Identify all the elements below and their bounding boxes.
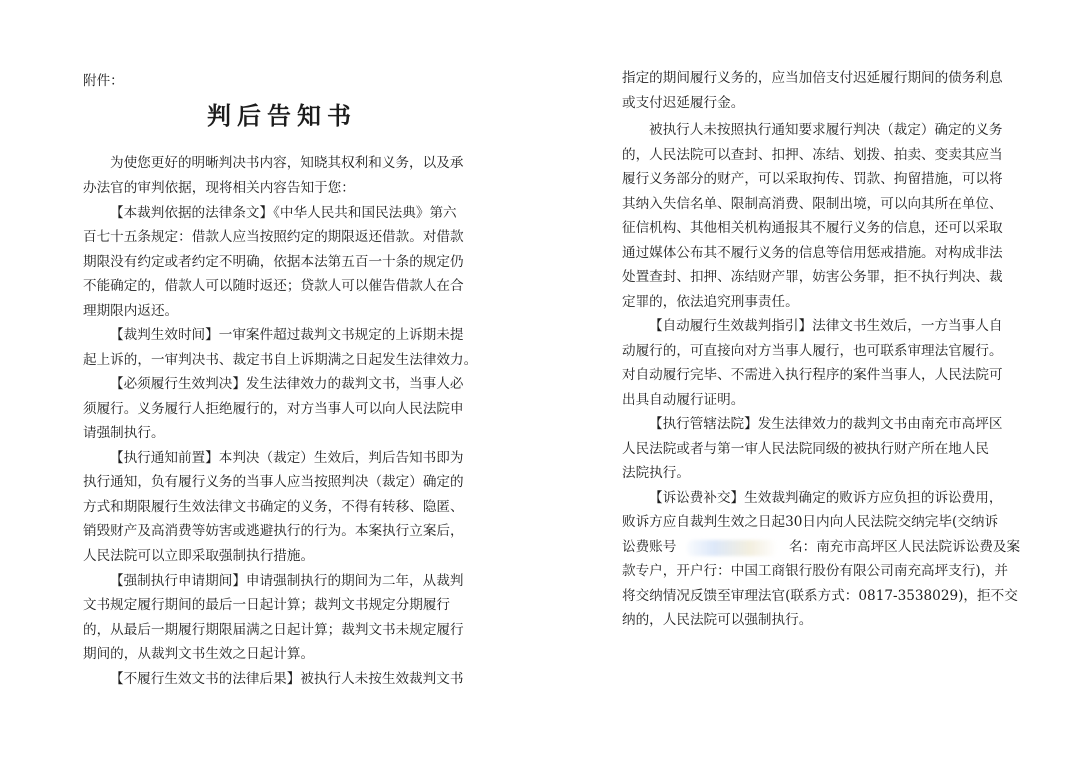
- paragraph-line: 须履行。义务履行人拒绝履行的，对方当事人可以向人民法院申: [83, 401, 464, 417]
- paragraph-line: 败诉方应自裁判生效之日起30日内向人民法院交纳完毕(交纳诉: [622, 514, 999, 530]
- paragraph-line: 执行通知，负有履行义务的当事人应当按照判决（裁定）确定的: [83, 474, 464, 490]
- paragraph-line: 人民法院可以立即采取强制执行措施。: [83, 548, 315, 564]
- paragraph-line: 其纳入失信名单、限制高消费、限制出境，可以向其所在单位、: [622, 196, 1003, 212]
- paragraph-line: 【执行通知前置】本判决（裁定）生效后，判后告知书即为: [110, 450, 464, 466]
- paragraph-line: 【强制执行申请期间】申请强制执行的期间为二年，从裁判: [110, 573, 464, 589]
- paragraph-line: 纳的，人民法院可以强制执行。: [622, 612, 813, 628]
- paragraph-line: 定罪的，依法追究刑事责任。: [622, 294, 799, 310]
- account-line: [622, 535, 1020, 559]
- paragraph-line: 文书规定履行期间的最后一日起计算；裁判文书规定分期履行: [83, 597, 451, 613]
- paragraph-line: 方式和期限履行生效法律文书确定的义务，不得有转移、隐匿、: [83, 499, 464, 515]
- paragraph-line: 【必须履行生效判决】发生法律效力的裁判文书，当事人必: [110, 376, 464, 392]
- paragraph-line: 被执行人未按照执行通知要求履行判决（裁定）确定的义务: [649, 122, 1003, 138]
- paragraph-line: 【裁判生效时间】一审案件超过裁判文书规定的上诉期未提: [110, 327, 464, 343]
- redacted-account-number: [687, 540, 777, 556]
- paragraph-line: 百七十五条规定：借款人应当按照约定的期限返还借款。对借款: [83, 229, 464, 245]
- document-title: 判后告知书: [207, 101, 357, 130]
- paragraph-line: 理期限内返还。: [83, 303, 179, 319]
- paragraph-line: 履行义务部分的财产，可以采取拘传、罚款、拘留措施，可以将: [622, 171, 1003, 187]
- paragraph-line: 期间的，从裁判文书生效之日起计算。: [83, 646, 315, 662]
- paragraph-line: 的，从最后一期履行期限届满之日起计算；裁判文书未规定履行: [83, 622, 464, 638]
- paragraph-line: 动履行的，可直接向对方当事人履行，也可联系审理法官履行。: [622, 343, 1003, 359]
- paragraph-line: 为使您更好的明晰判决书内容，知晓其权利和义务，以及承: [110, 155, 464, 171]
- paragraph-line: 【本裁判依据的法律条文】《中华人民共和国民法典》第六: [110, 205, 457, 221]
- paragraph-line: 【执行管辖法院】发生法律效力的裁判文书由南充市高坪区: [649, 416, 1003, 432]
- paragraph-line: 对自动履行完毕、不需进入执行程序的案件当事人，人民法院可: [622, 367, 1003, 383]
- paragraph-line: 的，人民法院可以查封、扣押、冻结、划拨、拍卖、变卖其应当: [622, 147, 1003, 163]
- paragraph-line: 【诉讼费补交】生效裁判确定的败诉方应负担的诉讼费用，: [649, 490, 1003, 506]
- account-name: 名：南充市高坪区人民法院诉讼费及案: [789, 539, 1021, 555]
- paragraph-line: 或支付迟延履行金。: [622, 95, 745, 111]
- paragraph-line: 办法官的审判依据，现将相关内容告知于您：: [83, 180, 355, 196]
- paragraph-line: 通过媒体公布其不履行义务的信息等信用惩戒措施。对构成非法: [622, 245, 1003, 261]
- paragraph-line: 出具自动履行证明。: [622, 392, 745, 408]
- paragraph-line: 指定的期间履行义务的，应当加倍支付迟延履行期间的债务利息: [622, 70, 1003, 86]
- paragraph-line: 处置查封、扣押、冻结财产罪，妨害公务罪，拒不执行判决、裁: [622, 269, 1003, 285]
- paragraph-line: 款专户，开户行：中国工商银行股份有限公司南充高坪支行)，并: [622, 563, 1008, 579]
- paragraph-line: 将交纳情况反馈至审理法官(联系方式：0817-3538029)，拒不交: [622, 588, 1018, 604]
- paragraph-line: 不能确定的，借款人可以随时返还；贷款人可以催告借款人在合: [83, 278, 464, 294]
- paragraph-line: 人民法院或者与第一审人民法院同级的被执行财产所在地人民: [622, 441, 990, 457]
- paragraph-line: 请强制执行。: [83, 425, 165, 441]
- paragraph-line: 销毁财产及高消费等妨害或逃避执行的行为。本案执行立案后，: [83, 523, 464, 539]
- account-label: 讼费账号: [622, 539, 677, 555]
- attachment-label: 附件：: [83, 73, 124, 89]
- paragraph-line: 【自动履行生效裁判指引】法律文书生效后，一方当事人自: [649, 318, 1003, 334]
- paragraph-line: 法院执行。: [622, 465, 690, 481]
- paragraph-line: 【不履行生效文书的法律后果】被执行人未按生效裁判文书: [110, 671, 464, 687]
- paragraph-line: 起上诉的，一审判决书、裁定书自上诉期满之日起发生法律效力。: [83, 352, 478, 368]
- paragraph-line: 征信机构、其他相关机构通报其不履行义务的信息，还可以采取: [622, 220, 1003, 236]
- paragraph-line: 期限没有约定或者约定不明确，依据本法第五百一十条的规定仍: [83, 254, 464, 270]
